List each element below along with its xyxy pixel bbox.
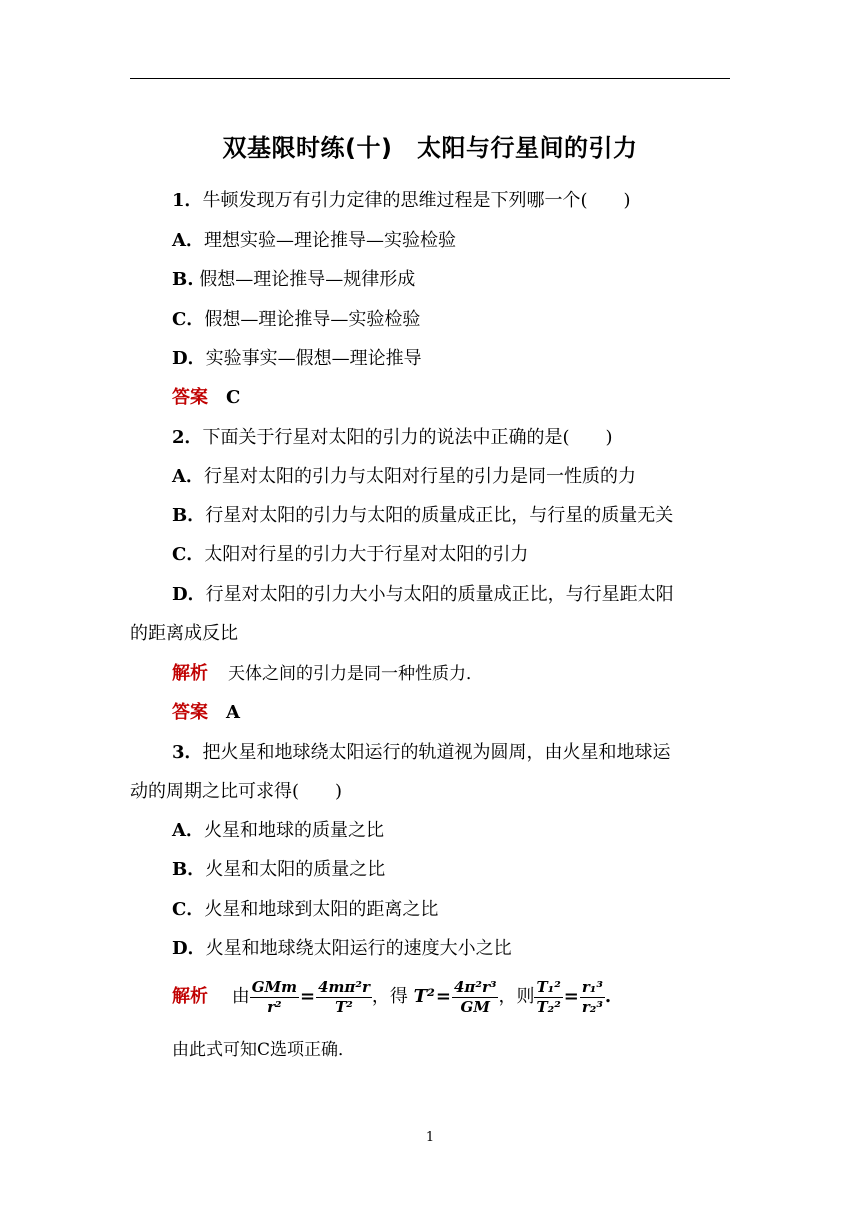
question-text: 下面关于行星对太阳的引力的说法中正确的是( ) <box>202 427 613 448</box>
option-d <box>172 936 730 962</box>
header-rule <box>130 78 730 79</box>
answer-value: A <box>226 702 240 723</box>
fraction-t1-t2 <box>534 978 562 1017</box>
option-a <box>172 228 730 254</box>
option-text: 火星和地球绕太阳运行的速度大小之比 <box>205 938 512 959</box>
question-text: 牛顿发现万有引力定律的思维过程是下列哪一个( ) <box>202 190 631 211</box>
formula-text: 由 <box>231 986 250 1007</box>
option-key: B. <box>172 269 194 290</box>
equals-sign: = <box>435 986 451 1007</box>
explanation-text: 天体之间的引力是同一种性质力． <box>228 664 483 684</box>
question-number: 3． <box>172 742 203 763</box>
option-b <box>172 857 730 883</box>
fraction-numerator: T₁² <box>536 977 561 996</box>
option-text: 假想—理论推导—规律形成 <box>193 269 416 290</box>
option-text: 行星对太阳的引力与太阳的质量成正比，与行星的质量无关 <box>205 505 674 526</box>
option-b <box>172 503 730 529</box>
formula-text: ，得 <box>371 986 408 1007</box>
fraction-denominator: r² <box>267 997 282 1016</box>
fraction-denominator: T₂² <box>536 997 561 1016</box>
page-number: 1 <box>425 1130 435 1145</box>
question-3-stem <box>172 740 730 766</box>
explanation-label: 解析 <box>172 663 208 684</box>
explanation-formula-line <box>172 975 730 1019</box>
option-c <box>172 897 730 923</box>
option-text: 行星对太阳的引力与太阳对行星的引力是同一性质的力 <box>203 466 636 487</box>
fraction-numerator: r₁³ <box>581 977 603 996</box>
option-key: A． <box>172 230 204 251</box>
explanation-label: 解析 <box>172 986 208 1007</box>
formula-period: . <box>604 986 612 1007</box>
option-text: 实验事实—假想—理论推导 <box>205 348 422 369</box>
option-d-continuation: 的距离成反比 <box>130 623 238 644</box>
option-text: 假想—理论推导—实验检验 <box>204 309 421 330</box>
fraction-denominator: r₂³ <box>581 997 603 1016</box>
fraction-4mpi2r-t2 <box>316 978 372 1017</box>
option-b <box>172 267 730 293</box>
question-number: 2． <box>172 427 203 448</box>
fraction-numerator: 4π²r³ <box>454 977 497 996</box>
option-key: D． <box>172 348 206 369</box>
question-text: 把火星和地球绕太阳运行的轨道视为圆周，由火星和地球运 <box>202 742 671 763</box>
fraction-denominator: T² <box>335 997 353 1016</box>
question-3-stem-continuation: 动的周期之比可求得( ) <box>130 781 343 802</box>
option-d <box>172 346 730 372</box>
option-key: C． <box>172 309 205 330</box>
option-key: D． <box>172 584 206 605</box>
option-key: A． <box>172 466 204 487</box>
option-key: C． <box>172 544 205 565</box>
option-key: D． <box>172 938 206 959</box>
explanation-line <box>172 661 730 687</box>
option-text: 理想实验—理论推导—实验检验 <box>203 230 456 251</box>
fraction-numerator: 4mπ²r <box>318 977 370 996</box>
option-text: 火星和地球的质量之比 <box>203 820 384 841</box>
option-key: B． <box>172 859 206 880</box>
answer-label: 答案 <box>172 702 208 723</box>
question-number: 1． <box>172 190 203 211</box>
answer-label: 答案 <box>172 387 208 408</box>
option-text: 火星和太阳的质量之比 <box>205 859 386 880</box>
question-2-stem <box>172 425 730 451</box>
question-1-stem <box>172 188 730 214</box>
fraction-numerator: GMm <box>251 977 298 996</box>
option-d <box>172 582 730 608</box>
option-key: A． <box>172 820 204 841</box>
option-key: C． <box>172 899 205 920</box>
answer-line <box>172 385 730 411</box>
formula-text: ，则 <box>498 986 535 1007</box>
option-text: 火星和地球到太阳的距离之比 <box>204 899 439 920</box>
equals-sign: = <box>300 986 316 1007</box>
fraction-r1-r2 <box>580 978 605 1017</box>
fraction-4pi2r3-gm <box>452 978 498 1017</box>
option-a <box>172 818 730 844</box>
option-text: 行星对太阳的引力大小与太阳的质量成正比，与行星距太阳 <box>205 584 674 605</box>
option-key: B． <box>172 505 206 526</box>
option-c <box>172 542 730 568</box>
conclusion-line: 由此式可知C选项正确． <box>172 1040 356 1060</box>
answer-value: C <box>226 387 241 408</box>
page-title: 双基限时练(十) 太阳与行星间的引力 <box>222 134 638 162</box>
option-c <box>172 307 730 333</box>
option-text: 太阳对行星的引力大于行星对太阳的引力 <box>204 544 529 565</box>
equals-sign: = <box>563 986 579 1007</box>
answer-line <box>172 700 730 726</box>
fraction-denominator: GM <box>460 997 490 1016</box>
fraction-gmm-r2 <box>250 978 299 1017</box>
formula-variable: T² <box>413 986 435 1007</box>
option-a <box>172 464 730 490</box>
